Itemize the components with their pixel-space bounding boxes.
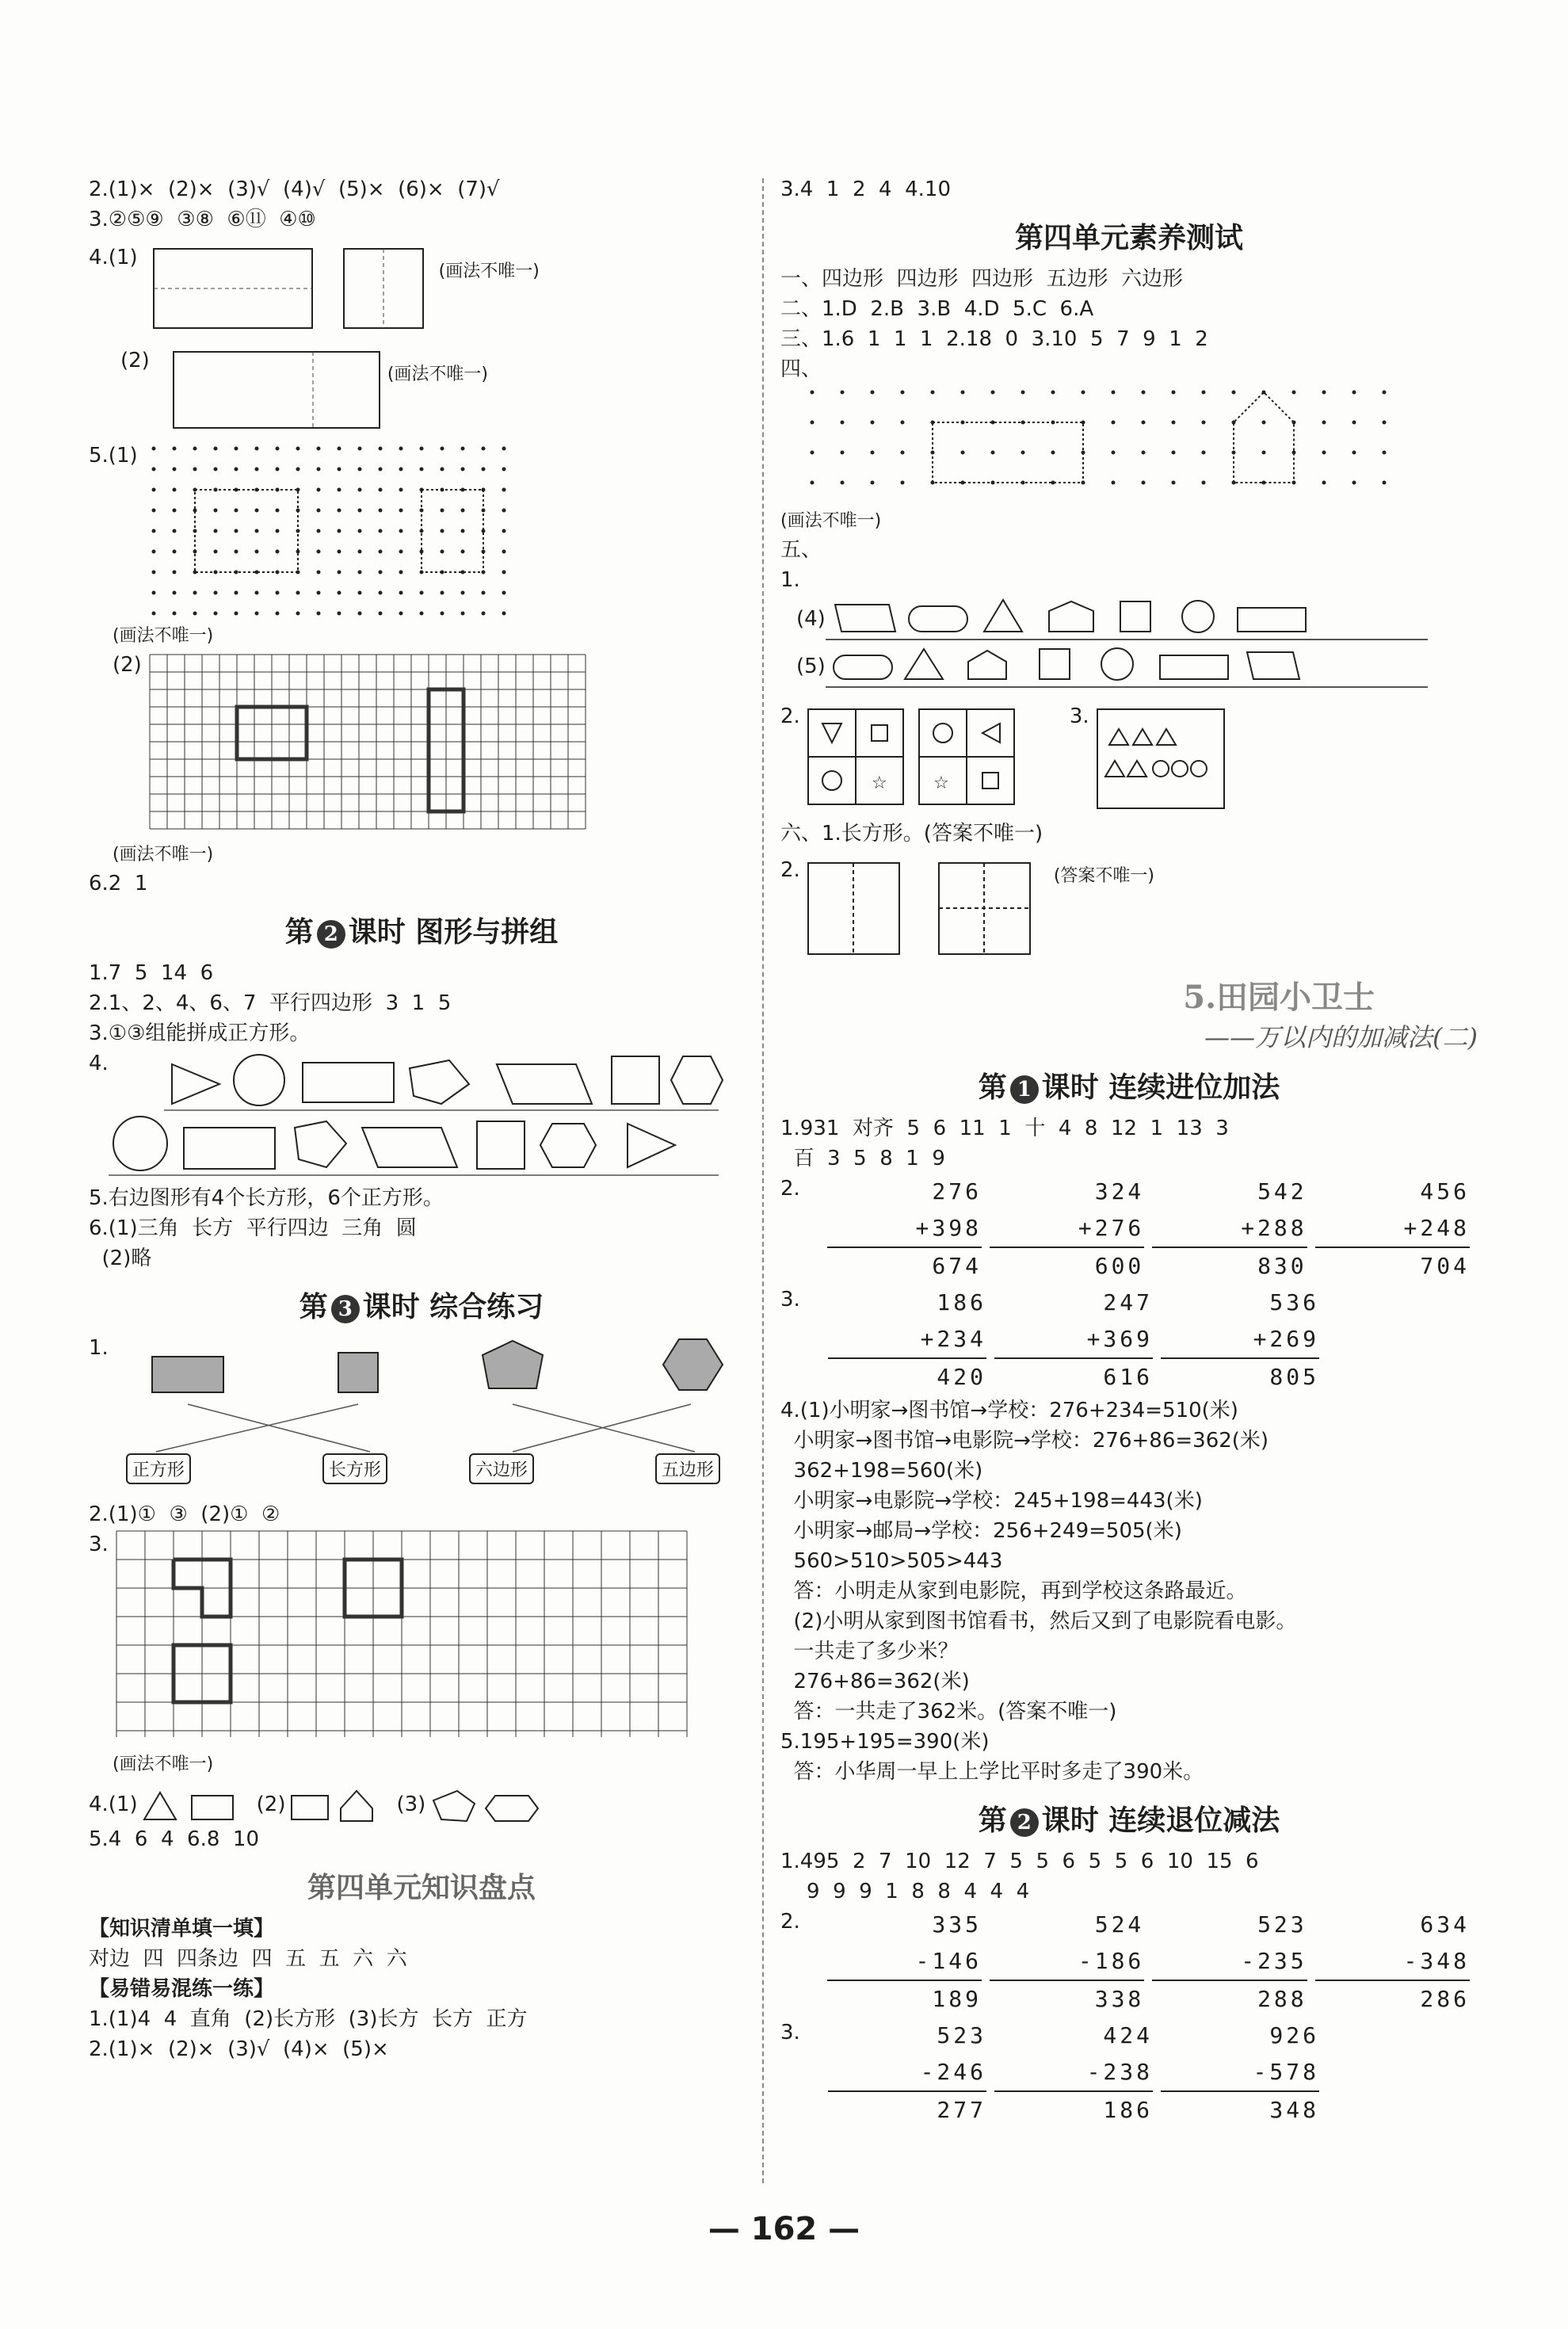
answer-line: 2. xyxy=(780,704,800,728)
answer-line: 小明家→图书馆→电影院→学校：276+86=362(米) xyxy=(780,1429,1269,1453)
answer-line: 2.(1)× (2)× (3)√ (4)× (5)× xyxy=(89,2037,389,2061)
answer-line: 5.4 6 4 6.8 10 xyxy=(89,1827,259,1851)
calc-operand: +398 xyxy=(827,1210,982,1248)
lesson-number-badge: 2 xyxy=(1010,1808,1039,1837)
calc-operand: +369 xyxy=(994,1321,1153,1359)
answer-line: 3. xyxy=(780,1288,800,1311)
calc-operand: -186 xyxy=(990,1943,1144,1981)
vertical-calc xyxy=(827,1907,982,2018)
shape-name-matching xyxy=(89,1333,754,1499)
q4-figure-2 xyxy=(89,346,754,433)
calc-operand: -238 xyxy=(994,2054,1153,2092)
calc-top: 542 xyxy=(1257,1178,1307,1205)
vertical-calc xyxy=(990,1907,1144,2018)
vertical-calc xyxy=(828,2018,986,2129)
shape-label: 正方形 xyxy=(126,1453,191,1484)
answer-line: 答：一共走了362米。(答案不唯一) xyxy=(780,1700,1117,1724)
divided-squares xyxy=(800,855,1054,958)
subtraction-row-3 xyxy=(780,2018,1478,2129)
answer-line: (4) xyxy=(796,607,826,631)
vertical-calc xyxy=(994,1285,1153,1395)
answer-line: 4.(1) xyxy=(89,246,138,269)
answer-line: (2)略 xyxy=(89,1247,152,1270)
answer-line: 9 9 9 1 8 8 4 4 4 xyxy=(780,1880,1030,1903)
q4-shapes xyxy=(89,1785,754,1824)
calc-result: 189 xyxy=(932,1986,982,2012)
answer-line: (2) xyxy=(120,349,150,372)
lesson-number-badge: 1 xyxy=(1010,1075,1039,1104)
calc-result: 288 xyxy=(1257,1986,1307,2012)
page-number: — 162 — xyxy=(708,2211,860,2247)
answer-line: (2) xyxy=(256,1793,286,1816)
calc-top: 456 xyxy=(1420,1178,1470,1205)
calc-top: 424 xyxy=(1103,2022,1153,2048)
note-text: (画法不唯一) xyxy=(387,365,489,384)
calc-result: 704 xyxy=(1420,1253,1470,1279)
vertical-calc xyxy=(990,1174,1144,1285)
heading-text: 第 xyxy=(978,1071,1007,1104)
vertical-calc xyxy=(1152,1907,1307,2018)
answer-line: (5) xyxy=(796,655,826,678)
pentagon-hexagon xyxy=(425,1785,544,1824)
answer-line: 5.右边图形有4个长方形，6个正方形。 xyxy=(89,1186,444,1210)
answer-line: 5.195+195=390(米) xyxy=(780,1730,990,1754)
answer-line: 3.②⑤⑨ ③⑧ ⑥⑪ ④⑩ xyxy=(89,208,316,231)
note-text: (画法不唯一) xyxy=(113,845,214,865)
calc-top: 634 xyxy=(1420,1911,1470,1938)
calc-result: 338 xyxy=(1094,1986,1145,2012)
dot-grid xyxy=(796,384,1430,503)
answer-line: 1. xyxy=(89,1336,109,1360)
square-grid xyxy=(142,650,601,834)
calc-top: 324 xyxy=(1094,1178,1145,1205)
answer-line: (2) xyxy=(113,653,142,677)
lesson-3-heading xyxy=(89,1285,754,1325)
note-text: (答案不唯一) xyxy=(1053,866,1154,886)
shape-matching-row xyxy=(89,1048,754,1183)
calc-result: 186 xyxy=(1103,2097,1153,2123)
calc-result: 277 xyxy=(937,2097,986,2123)
section-label: 【易错易混练一练】 xyxy=(89,1977,275,2001)
answer-line: 答：小明走从家到电影院，再到学校这条路最近。 xyxy=(780,1579,1247,1603)
q5-dot-grid xyxy=(89,441,754,623)
answer-line: 2.(1)① ③ (2)① ② xyxy=(89,1502,280,1526)
svg-text:☆: ☆ xyxy=(933,773,949,793)
calc-top: 536 xyxy=(1269,1289,1319,1315)
vertical-calc xyxy=(1152,1174,1307,1285)
shape-sequence xyxy=(826,595,1428,643)
lesson-number-badge: 2 xyxy=(317,920,345,949)
calc-operand: +234 xyxy=(828,1321,986,1359)
calc-operand: -348 xyxy=(1315,1943,1470,1981)
vertical-calc xyxy=(994,2018,1153,2129)
lesson-1-heading xyxy=(780,1065,1478,1105)
matching-figure xyxy=(109,1333,727,1499)
shape-label: 六边形 xyxy=(469,1453,534,1484)
vertical-calc xyxy=(828,1285,986,1395)
calc-result: 420 xyxy=(937,1364,986,1390)
calc-result: 830 xyxy=(1257,1253,1307,1279)
calc-result: 600 xyxy=(1094,1253,1145,1279)
calc-top: 247 xyxy=(1103,1289,1153,1315)
page-number-value: 162 xyxy=(750,2211,818,2247)
heading-text: 课时 连续退位减法 xyxy=(1041,1804,1280,1837)
answer-line: 1.(1)4 4 直角 (2)长方形 (3)长方 长方 正方 xyxy=(89,2007,528,2031)
answer-line: 3. xyxy=(1069,704,1089,728)
calc-top: 276 xyxy=(932,1178,982,1205)
heading-text: 第 xyxy=(284,915,314,949)
answer-line: 4.(1) xyxy=(89,1793,138,1816)
lesson-number-badge: 3 xyxy=(331,1295,360,1323)
calc-operand: +276 xyxy=(990,1210,1144,1248)
answer-line: 对边 四 四条边 四 五 五 六 六 xyxy=(89,1947,407,1971)
answer-line: 五、 xyxy=(780,538,822,562)
answer-line: 二、1.D 2.B 3.B 4.D 5.C 6.A xyxy=(780,297,1094,321)
calc-result: 348 xyxy=(1269,2097,1319,2123)
addition-row-3 xyxy=(780,1285,1478,1395)
answer-line: 三、1.6 1 1 1 2.18 0 3.10 5 7 9 1 2 xyxy=(780,327,1208,351)
calc-operand: +248 xyxy=(1315,1210,1470,1248)
heading-text: 课时 综合练习 xyxy=(362,1290,544,1323)
heading-text: 课时 连续进位加法 xyxy=(1041,1071,1280,1104)
note-text: (画法不唯一) xyxy=(113,626,214,646)
answer-line: 4. xyxy=(89,1052,109,1075)
answer-line: 2. xyxy=(780,858,800,882)
q4-figures xyxy=(89,242,754,338)
answer-line: (2)小明从家到图书馆看书，然后又到了电影院看电影。 xyxy=(780,1609,1297,1633)
shape-rows xyxy=(109,1048,727,1183)
answer-line: 小明家→邮局→学校：256+249=505(米) xyxy=(780,1519,1182,1543)
answer-line: 六、1.长方形。(答案不唯一) xyxy=(780,822,1043,846)
divided-rectangle xyxy=(150,346,387,433)
rect-pentagon xyxy=(285,1785,380,1824)
shape-row-5 xyxy=(796,643,1478,690)
addition-row-2 xyxy=(780,1174,1478,1285)
answer-line: 答：小华周一早上上学比平时多走了390米。 xyxy=(780,1760,1204,1784)
calc-result: 674 xyxy=(932,1253,982,1279)
calc-operand: +288 xyxy=(1152,1210,1307,1248)
answer-line: 1. xyxy=(780,568,800,592)
section-label: 【知识清单填一填】 xyxy=(89,1917,275,1941)
shape-label: 长方形 xyxy=(322,1453,387,1484)
calc-result: 616 xyxy=(1103,1364,1153,1390)
vertical-calc xyxy=(827,1174,982,1285)
unit-title: 5.田园小卫士 xyxy=(1183,979,1375,1016)
subtraction-row-2 xyxy=(780,1907,1478,2018)
answer-line: 2. xyxy=(780,1177,800,1201)
q6-squares xyxy=(780,855,1478,958)
right-column xyxy=(780,174,1478,2129)
vertical-calc xyxy=(1161,1285,1319,1395)
q2-q3-figures xyxy=(780,701,1478,812)
lesson-2-heading-right xyxy=(780,1798,1478,1838)
answer-line: (3) xyxy=(396,1793,426,1816)
calc-operand: -578 xyxy=(1161,2054,1319,2092)
calc-operand: +269 xyxy=(1161,1321,1319,1359)
answer-line: 6.(1)三角 长方 平行四边 三角 圆 xyxy=(89,1216,417,1240)
svg-text:☆: ☆ xyxy=(871,773,887,793)
answer-line: 4.(1)小明家→图书馆→学校：276+234=510(米) xyxy=(780,1399,1238,1422)
answer-line: 276+86=362(米) xyxy=(780,1670,970,1693)
vertical-calc xyxy=(1315,1174,1470,1285)
answer-line: 3. xyxy=(780,2021,800,2045)
unit-review-heading: 第四单元知识盘点 xyxy=(307,1871,536,1904)
answer-line: 百 3 5 8 1 9 xyxy=(780,1147,945,1170)
vertical-calc xyxy=(1161,2018,1319,2129)
answer-line: 6.2 1 xyxy=(89,872,148,895)
calc-top: 926 xyxy=(1269,2022,1319,2048)
answer-line: 3.4 1 2 4 4.10 xyxy=(780,178,951,201)
answer-line: 2.1、2、4、6、7 平行四边形 3 1 5 xyxy=(89,991,452,1015)
calc-result: 805 xyxy=(1269,1364,1319,1390)
answer-line: 2.(1)× (2)× (3)√ (4)√ (5)× (6)× (7)√ xyxy=(89,178,500,201)
matching-lines xyxy=(109,1333,727,1499)
heading-text: 第 xyxy=(299,1290,328,1323)
unit-subtitle: ——万以内的加减法(二) xyxy=(1204,1022,1478,1052)
calc-operand: -246 xyxy=(828,2054,986,2092)
triangle-circle-box xyxy=(1089,701,1232,812)
dot-grid xyxy=(138,441,582,623)
q5-grid xyxy=(89,650,754,834)
answer-line: 3. xyxy=(89,1533,109,1556)
note-text: (画法不唯一) xyxy=(113,1754,214,1774)
column-divider xyxy=(762,178,764,2183)
unit-test-heading: 第四单元素养测试 xyxy=(1014,221,1243,254)
calc-top: 335 xyxy=(932,1911,982,1938)
calc-top: 523 xyxy=(1257,1911,1307,1938)
lesson-2-heading xyxy=(89,910,754,950)
triangle-square xyxy=(138,1785,241,1824)
heading-text: 课时 图形与拼组 xyxy=(348,915,559,949)
symbol-grids xyxy=(800,701,1054,812)
answer-line: 1.931 对齐 5 6 11 1 十 4 8 12 1 13 3 xyxy=(780,1117,1229,1140)
calc-operand: -146 xyxy=(827,1943,982,1981)
answer-line: 四、 xyxy=(780,357,822,381)
answer-line: 一、四边形 四边形 四边形 五边形 六边形 xyxy=(780,267,1184,291)
divided-rectangles xyxy=(138,242,582,338)
answer-line: 一共走了多少米？ xyxy=(780,1640,959,1663)
shape-label: 五边形 xyxy=(655,1453,720,1484)
shape-row-4 xyxy=(796,595,1478,643)
answer-line: 1.7 5 14 6 xyxy=(89,961,214,985)
square-grid xyxy=(109,1529,711,1737)
calc-operand: -235 xyxy=(1152,1943,1307,1981)
answer-line: 1.495 2 7 10 12 7 5 5 6 5 5 6 10 15 6 xyxy=(780,1850,1259,1873)
heading-text: 第 xyxy=(978,1804,1007,1837)
calc-top: 523 xyxy=(937,2022,986,2048)
q3-grid xyxy=(89,1529,754,1737)
note-text: (画法不唯一) xyxy=(780,511,882,531)
note-text: (画法不唯一) xyxy=(438,262,540,281)
shape-sequence xyxy=(826,643,1428,690)
answer-line: 560>510>505>443 xyxy=(780,1549,1003,1573)
calc-top: 524 xyxy=(1094,1911,1145,1938)
left-column xyxy=(89,174,754,2064)
answer-line: 2. xyxy=(780,1910,800,1934)
answer-line: 小明家→电影院→学校：245+198=443(米) xyxy=(780,1489,1203,1513)
answer-line: 3.①③组能拼成正方形。 xyxy=(89,1021,311,1045)
answer-line: 5.(1) xyxy=(89,444,138,468)
vertical-calc xyxy=(1315,1907,1470,2018)
calc-top: 186 xyxy=(937,1289,986,1315)
answer-line: 362+198=560(米) xyxy=(780,1459,983,1483)
calc-result: 286 xyxy=(1420,1986,1470,2012)
